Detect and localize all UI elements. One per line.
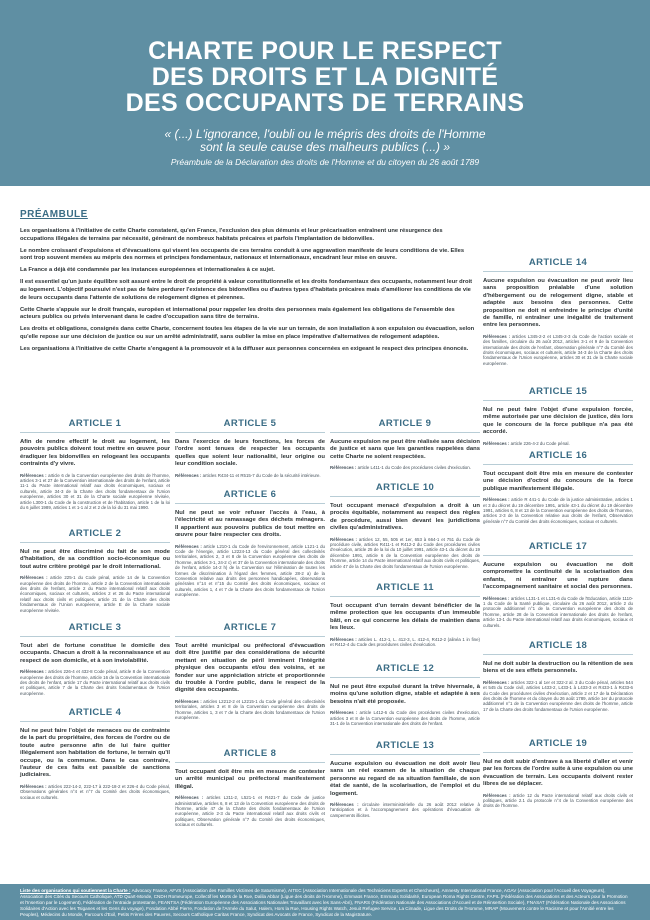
refs-label: Références : (175, 698, 202, 704)
quote-line: sont la seule cause des malheurs publics (...) » (199, 140, 451, 154)
article-title: ARTICLE 16 (483, 450, 633, 465)
article-text: Tout occupant doit être mis en mesure de contester une décision d'octroi du concours de la force publique manifestement illégale. (483, 471, 633, 492)
article-text: Aucune expulsion ou évacuation ne peut avoir lieu sans proposition préalable d'une solution d'hébergement ou de relogement digne, stable et adaptée aux besoins des personnes. Cette proposition ne doit ni enfreindre le principe d'unité de famille, ni entraîner une inégalité de traitement entre les personnes. (483, 278, 633, 329)
refs-label: Références : (483, 595, 510, 601)
article-title: ARTICLE 19 (483, 738, 633, 753)
article-text: Nul ne doit subir d'entrave à sa liberté d'aller et venir par les forces de l'ordre suite à une expulsion ou une évacuation de terrain. Les occupants doivent rester libres de se déplacer. (483, 759, 633, 788)
refs-text: article 225-1 du Code pénal, article 14 de la Convention européenne des droits de l'homme, article 2 de la Convention internationale des droits de l'enfant, article 2 du Pacte international relatif aux droits économiques, sociaux et culturels, articles 2 et 26 du Pacte international relatif aux droits civils et politiques, article 21 de la Charte des droits fondamentaux de l'Union européenne, article E de la Charte sociale européenne révisée. (20, 575, 170, 613)
article-text: Nul ne peut se voir refuser l'accès à l'eau, à l'électricité et au ramassage des déchets ménagers. Il appartient aux pouvoirs publics de tout mettre en œuvre pour faire respecter ces droits. (175, 510, 325, 539)
quote-line: « (...) L'ignorance, l'oubli ou le mépris des droits de l'Homme (164, 127, 486, 141)
article-title: ARTICLE 12 (330, 663, 480, 678)
article-title: ARTICLE 3 (20, 622, 170, 637)
refs-label: Références : (330, 536, 358, 542)
refs-label: Références : (20, 575, 48, 581)
article-text: Nul ne peut être discriminé du fait de son mode d'habitation, de sa condition socio-économique ou tout autre critère protégé par le droit international. (20, 549, 170, 570)
article-title: ARTICLE 14 (483, 257, 633, 272)
refs-text: articles 226-4 et 432-8 Code pénal, article 8 de la Convention européenne des droits de l'homme, article 16 de la Convention internationale des droits de l'enfant, article 17 du Pacte international relatif aux droits civils et politiques, article 7 de la Charte des droits fondamentaux de l'Union européenne. (20, 669, 171, 696)
article-references (175, 544, 325, 598)
article-4 (20, 707, 170, 800)
article-references (330, 537, 480, 569)
article-text: Tout occupant doit être mis en mesure de contester un arrêté municipal ou préfectoral manifestement illégal. (175, 769, 325, 790)
refs-text: articles 222-14-2, 222-17 à 222-18-2 et 226-4 du Code pénal, Observations générales n°4 et n°7 du Comité des droits économiques, sociaux et culturels. (20, 783, 171, 800)
article-references (483, 497, 633, 524)
article-text: Aucune expulsion ou évacuation ne doit avoir lieu sans un réel examen de la situation de chaque personne au regard de sa situation familiale, de son état de santé, de la scolarisation, de l'emploi et du logement. (330, 761, 480, 797)
article-references (175, 795, 325, 827)
article-title: ARTICLE 17 (483, 541, 633, 556)
article-8 (175, 748, 325, 828)
article-title: ARTICLE 6 (175, 489, 325, 504)
refs-text: articles 322-1 al 1er et 322-2 al. 3 du Code pénal, articles 544 et 545 du Code civil, articles L433-2, L433-1 à L433-3 et R433-1 à R433-6 du Code des procédures civiles d'exécution, article 2 et 17 de la Déclaration des droits de l'homme et du citoyen du 26 août 1789, article 1er du protocole additionnel n°1 de la Convention européenne des droits de l'homme, article 17 de la Charte des droits fondamentaux de l'Union européenne. (483, 679, 633, 712)
article-references (483, 441, 633, 446)
header-banner (0, 0, 650, 186)
article-references (20, 669, 170, 696)
refs-label: Références : (483, 440, 510, 446)
epigraph-quote (60, 128, 590, 154)
refs-text: articles L. 412-1, L. 412-3, L. 412-4, R412-2 (alinéa 1 in fine) et R412-4 du Code des procédures civiles d'exécution. (330, 636, 481, 648)
article-title: ARTICLE 11 (330, 582, 480, 597)
article-15 (483, 386, 633, 446)
article-11 (330, 582, 480, 647)
refs-text: article L411-1 du Code des procédures civiles d'exécution. (357, 465, 471, 471)
article-references (330, 465, 480, 470)
title-line: CHARTE POUR LE RESPECT (148, 37, 502, 65)
article-text: Tout occupant menacé d'expulsion a droit à un procès équitable, notamment au respect des règles de procédure, aussi bien devant les juridictions civiles qu'administratives. (330, 503, 480, 532)
refs-label: Références : (20, 669, 47, 675)
quote-source: Préambule de la Déclaration des droits de l'Homme et du citoyen du 26 août 1789 (170, 157, 480, 167)
preamble-title: PRÉAMBULE (20, 209, 88, 220)
article-references (330, 637, 480, 648)
refs-label: Références : (483, 792, 511, 798)
preamble-paragraph: Cette Charte s'appuie sur le droit français, européen et international pour rappeler les droits des personnes mais également les obligations de l'ensemble des acteurs publics ou privés intervenant dans le cadre d'occupation sans titre de terrains. (20, 306, 455, 321)
article-references (175, 699, 325, 721)
article-references (175, 473, 325, 478)
refs-text: article R 441-1 du Code de la justice administrative, articles 1 et 3 du décret du 19 décembre 1991, article 43-1 du décret du 19 décembre 1991, articles 6, 8 et 13 de la Convention européenne des droits de l'homme, articles 2-3 de la Convention relative aux droits de l'enfant, Observation générale n°7 du Comité des droits économiques, sociaux et culturels. (483, 497, 633, 524)
footer-label: Liste des organisations qui soutiennent la Charte : (20, 888, 131, 893)
article-16 (483, 450, 633, 524)
article-2 (20, 528, 170, 613)
refs-text: articles L131-1 et L131-6 du Code de l'Education, article 1110-1 du Code de la Santé publique, circulaire du 26 août 2012, article 2 du protocole additionnel n°1 de la Convention européenne des droits de l'homme, article 28 de la Convention internationale des droits de l'enfant, article 13-1 du Pacte international relatif aux droits économiques, sociaux et culturels. (483, 595, 633, 628)
title-line: DES OCCUPANTS DE TERRAINS (125, 89, 525, 117)
refs-label: Références : (20, 472, 47, 478)
article-text: Nul ne doit subir la destruction ou la rétention de ses biens et de ses effets personnels. (483, 661, 633, 675)
article-9 (330, 418, 480, 471)
article-3 (20, 622, 170, 696)
article-text: Nul ne peut faire l'objet d'une expulsion forcée, même autorisée par une décision de justice, dès lors que le concours de la force publique n'a pas été accordé. (483, 407, 633, 436)
article-references (20, 575, 170, 613)
article-references (330, 710, 480, 726)
article-text: Aucune expulsion ou évacuation ne doit compromettre la continuité de la scolarisation des enfants, ni entraîner une rupture dans l'accompagnement sanitaire et social des personnes. (483, 562, 633, 591)
refs-text: article 6 de la Convention européenne des droits de l'homme, articles 3-1 et 27 de la Convention internationale des droits de l'enfant, article 11-1 du Pacte international relatif aux droits économiques, sociaux et culturels, article 34-3 de la Charte des droits fondamentaux de l'Union européenne, articles 30 et 31 de la Charte sociale européenne révisée, article L300-1 du Code de la construction et de l'habitation, article 1 de la loi du 6 juillet 1989, articles 1 et 1-1 al 2 et 2 de la loi du 31 mai 1990. (20, 472, 170, 511)
article-references (20, 784, 170, 800)
title-line: DES DROITS ET LA DIGNITÉ (151, 63, 499, 91)
refs-label: Références : (483, 333, 511, 339)
article-title: ARTICLE 4 (20, 707, 170, 722)
preamble-paragraph: Il est essentiel qu'un juste équilibre soit assuré entre le droit de propriété à valeur constitutionnelle et les droits fondamentaux des occupants, notamment leur droit au logement. L'objectif poursuivi n'est pas de faire perdurer l'existence des bidonvilles ou d'autres types d'habitats précaires mais d'améliorer les conditions de vie de leurs occupants dans l'attente de solutions de relogement dignes et pérennes. (20, 279, 473, 301)
article-title: ARTICLE 9 (330, 418, 480, 433)
refs-label: Références : (175, 795, 204, 801)
article-title: ARTICLE 1 (20, 418, 170, 433)
article-text: Tout occupant d'un terrain devant bénéficier de la même protection que les occupants d'un immeuble bâti, en ce qui concerne les délais de maintien dans les lieux. (330, 603, 480, 632)
refs-text: articles 12, 55, 505 et 1er, 653 à 664-1 et 751 du Code de procédure civile, articles R411-1 et R412-2 du Code des procédures civiles d'exécution, article 25 de la loi du 10 juillet 1991, article 43-1 du décret du 19 décembre 1991, article 6 de la Convention européenne des droits de l'homme, article 14 du Pacte international relatif aux droits civils et politiques, article 47 de la Charte des droits fondamentaux de l'Union européenne. (330, 536, 480, 569)
article-title: ARTICLE 15 (483, 386, 633, 401)
refs-text: articles R434-11 et R515-7 du Code de la sécurité intérieure. (202, 472, 321, 478)
article-text: Aucune expulsion ne peut être réalisée sans décision de justice et sans que les garanties rappelées dans cette Charte ne soient respectées. (330, 439, 480, 460)
article-text: Nul ne peut faire l'objet de menaces ou de contrainte de la part du propriétaire, des forces de l'ordre ou de toute autre personne afin de lui faire quitter illégalement son habitation de fortune, le terrain qu'il occupe, ou la commune. Dans le cas contraire, l'auteur de ces faits est passible de sanctions judiciaires. (20, 728, 170, 779)
article-references (483, 793, 633, 809)
refs-text: articles L2212-2 et L2215-1 du Code général des collectivités territoriales, articles 3 et 8 de la Convention européenne des droits de l'homme, articles 1, 3 et 7 de la Charte des droits fondamentaux de l'Union européenne. (175, 698, 325, 721)
article-title: ARTICLE 18 (483, 640, 633, 655)
preamble-paragraph: Le nombre croissant d'expulsions et d'évacuations qui visent les occupants de ces terrains conduit à une aggravation manifeste de leurs conditions de vie. Elles sont trop souvent menées au mépris des normes et principes fondamentaux, nationaux et internationaux, encadrant leur mise en œuvre. (20, 247, 465, 262)
refs-label: Références : (483, 679, 510, 685)
preamble-paragraph: Les droits et obligations, consignés dans cette Charte, concernent toutes les étapes de la vie sur un terrain, de son installation à son expulsion ou évacuation, selon qu'elle repose sur une décision de justice ou sur un arrêté administratif, sans oublier la mise en place impérative d'alternatives de relogement adaptées. (20, 326, 475, 341)
article-title: ARTICLE 2 (20, 528, 170, 543)
refs-label: Références : (175, 472, 202, 478)
article-18 (483, 640, 633, 712)
article-17 (483, 541, 633, 628)
refs-text: articles L345-2-2 et L345-2-3 du Code de l'action sociale et des familles, circulaire du 26 août 2012, articles 3-1 et 9 de la Convention internationale des droits de l'enfant, observation générale n°7 du Comité des droits économiques, sociaux et culturels, article 34-3 de la Charte des droits fondamentaux de l'Union européenne, articles 30 et 31 de la Charte sociale européenne. (483, 333, 633, 366)
refs-text: circulaire interministérielle du 26 août 2012 relative à l'anticipation et à l'accompagnement des opérations d'évacuation de campements illicites. (330, 802, 480, 818)
refs-text: article L412-6 du Code des procédures civiles d'exécution, articles 3 et 8 de la Convention européenne des droits de l'homme, article 31-1 de la Convention internationale des droits de l'enfant. (330, 710, 480, 727)
refs-label: Références : (20, 783, 47, 789)
article-5 (175, 418, 325, 478)
refs-text: article L210-1 du Code de l'environnement, article L121-1 du Code de l'énergie, article L2224-13 du Code général des collectivités territoriales, articles 2, 3 et 8 de la Convention européenne des droits de l'homme, articles 3-1, 24-2 c) et 37 de la Convention internationale des droits de l'enfant, article 14-2 h) de la Convention sur l'élimination de toutes les formes de discrimination à l'égard des femmes, article 28-2 a) de la Convention relative aux droits des personnes handicapées, observations générales n°14 et n°15 du Comité des droits économiques, sociaux et culturels, articles 1, 4 et 7 de la Charte des droits fondamentaux de l'Union européenne. (175, 543, 325, 598)
article-references (330, 802, 480, 818)
refs-text: article 226-4-2 du Code pénal. (510, 440, 570, 446)
article-text: Tout arrêté municipal ou préfectoral d'évacuation doit être justifié par des considérations de sécurité mettant en situation de péril imminent l'intégrité physique des occupants et/ou des voisins, et se fonder sur une appréciation stricte et proportionnée du trouble à l'ordre public, dans le respect de la dignité des occupants. (175, 643, 325, 694)
refs-text: articles L211-2, L521-1 et R421-7 du Code de justice administrative, articles 6, 8 et 13 de la Convention européenne des droits de l'homme, article 47 de la Charte des droits fondamentaux de l'Union européenne, article 2-3 du Pacte international relatif aux droits civils et politiques, Observation générale n°7 du Comité des droits économiques, sociaux et culturels. (175, 795, 325, 828)
article-title: ARTICLE 7 (175, 622, 325, 637)
article-text: Nul ne peut être expulsé durant la trêve hivernale, à moins qu'une solution digne, stable et adaptée à ses besoins n'ait été proposée. (330, 684, 480, 705)
article-text: Tout abri de fortune constitue le domicile des occupants. Chacun a droit à la reconnaissance et au respect de son domicile, et à son inviolabilité. (20, 643, 170, 664)
article-6 (175, 489, 325, 598)
article-references (483, 596, 633, 628)
article-references (483, 680, 633, 712)
preamble-body (20, 228, 475, 358)
article-10 (330, 482, 480, 569)
refs-label: Références : (483, 497, 510, 503)
article-19 (483, 738, 633, 809)
article-references (483, 334, 633, 366)
page-title (0, 38, 650, 116)
article-12 (330, 663, 480, 726)
refs-label: Références : (330, 636, 357, 642)
footer-text: Advocacy France, AFVS (Association des Familles Victimes de Saturnisme), AITEC (Association Internationale des Techniciens Experts et Chercheurs), Amnesty International France, AGAV (Association pour l'Accueil des Voyageurs), Association des Cités du Secours Catholique, ATD Quart-Monde, CNDH Romeurope, Collectif les Morts de la Rue, Dalila Abbar (Ligue des droits de l'Homme), Emmaüs France, Emmaüs Solidarité, European Roma Rights Centre, FAPIL (Fédération des Associations et des Acteurs pour la Promotion et l'Insertion par le Logement), Fédération de l'entraide protestante, FEANTSA (Fédération Européenne des Associations Nationales Travaillant avec les Sans-Abri), FNARS (Fédération Nationale des Associations d'Accueil et de Réinsertion Sociale), FNASAT (Fédération Nationale des Associations Solidaires d'Action avec les Tsiganes et les Gens du voyage), Fondation Abbé Pierre, Fondation de l'Armée du Salut, Halem, Hors la Rue, Housing Rights Watch, Jesuit Refugee Service, La Cimade, Ligue des Droits de l'Homme, MRAP (Mouvement contre le Racisme et pour l'Amitié entre les Peuples), Médecins du Monde, Parcours d'Exil, Petits Frères des Pauvres, Secours Catholique Caritas France, Syndicat des Avocats de France, Syndicat de la Magistrature. (20, 888, 628, 917)
article-text: Dans l'exercice de leurs fonctions, les forces de l'ordre sont tenues de respecter les occupants quelles que soient leur nationalité, leur origine ou leur condition sociale. (175, 439, 325, 468)
article-title: ARTICLE 10 (330, 482, 480, 497)
article-title: ARTICLE 5 (175, 418, 325, 433)
article-7 (175, 622, 325, 720)
article-1 (20, 418, 170, 510)
preamble-paragraph: Les organisations à l'initiative de cette Charte s'engagent à la promouvoir et à la diffuser aux personnes concernées en exigeant le respect des principes énoncés. (20, 346, 469, 353)
article-title: ARTICLE 13 (330, 740, 480, 755)
refs-text: article 12 du Pacte international relatif aux droits civils et politiques, article 2.1 du protocole n°4 de la Convention européenne des droits de l'homme. (483, 792, 633, 809)
article-title: ARTICLE 8 (175, 748, 325, 763)
article-13 (330, 740, 480, 818)
refs-label: Références : (330, 802, 359, 808)
article-references (20, 473, 170, 511)
supporters-footer (0, 884, 650, 920)
article-14 (483, 257, 633, 366)
article-text: Afin de rendre effectif le droit au logement, les pouvoirs publics doivent tout mettre en œuvre pour éradiquer les bidonvilles en relogeant les occupants contraints d'y vivre. (20, 439, 170, 468)
refs-label: Références : (175, 543, 202, 549)
refs-label: Références : (330, 465, 357, 471)
preamble-paragraph: La France a déjà été condamnée par les instances européennes et internationales à ce sujet. (20, 267, 275, 274)
refs-label: Références : (330, 710, 358, 716)
preamble-paragraph: Les organisations à l'initiative de cette Charte constatent, qu'en France, l'exclusion des plus démunis et leur précarisation entraînent une résurgence des occupations illégales de terrains par nécessité, générant de nombreux habitats précaires et parfois l'implantation de bidonvilles. (20, 228, 443, 242)
